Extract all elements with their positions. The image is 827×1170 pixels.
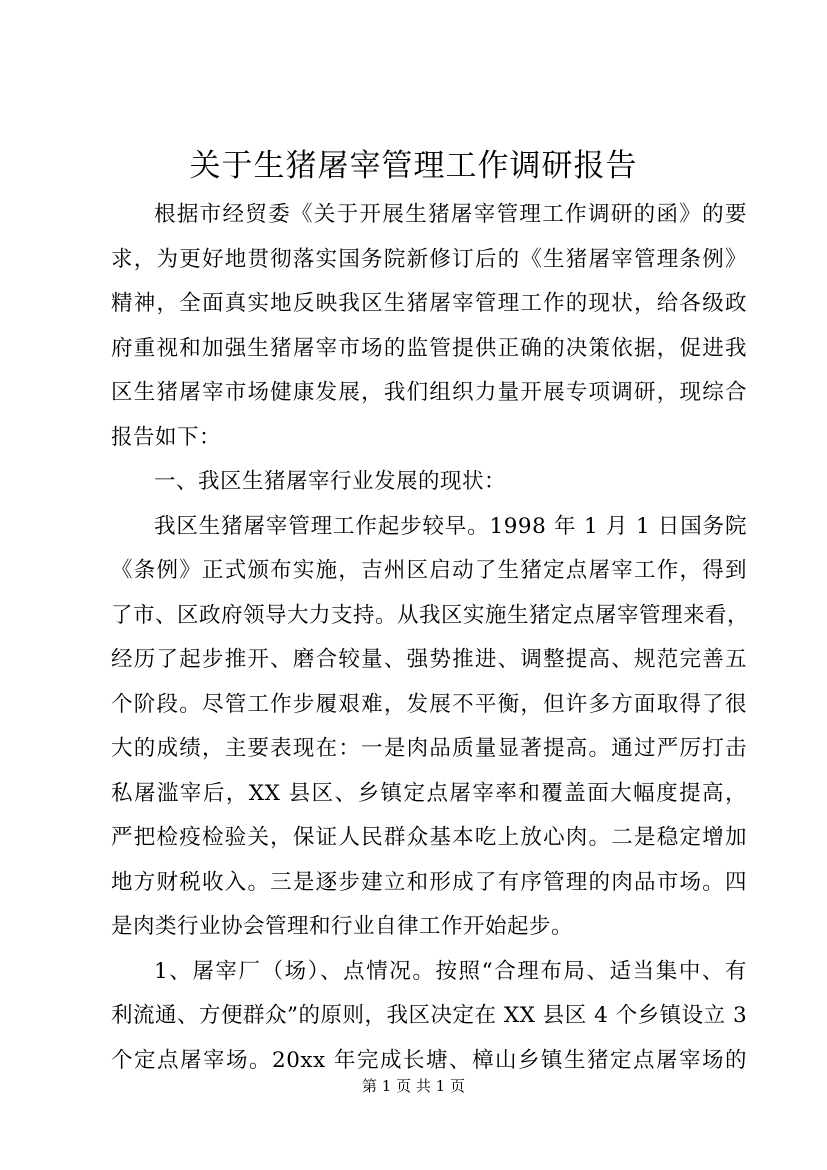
paragraph-line: 1、屠宰厂（场）、点情况。按照“合理布局、适当集中、有 bbox=[154, 958, 747, 984]
paragraph-line: 大的成绩，主要表现在：一是肉品质量显著提高。通过严厉打击 bbox=[111, 736, 747, 761]
paragraph-line: 地方财税收入。三是逐步建立和形成了有序管理的肉品市场。四 bbox=[111, 869, 747, 895]
paragraph-line: 区生猪屠宰市场健康发展，我们组织力量开展专项调研，现综合 bbox=[111, 380, 747, 405]
paragraph-line: 个定点屠宰场。20xx 年完成长塘、樟山乡镇生猪定点屠宰场的 bbox=[111, 1047, 747, 1073]
section-heading: 一、我区生猪屠宰行业发展的现状： bbox=[154, 469, 507, 494]
paragraph-line: 经历了起步推开、磨合较量、强势推进、调整提高、规范完善五 bbox=[111, 647, 747, 672]
paragraph-line: 了市、区政府领导大力支持。从我区实施生猪定点屠宰管理来看， bbox=[111, 602, 750, 628]
paragraph-line: 府重视和加强生猪屠宰市场的监管提供正确的决策依据，促进我 bbox=[111, 335, 747, 361]
paragraph-line: 利流通、方便群众”的原则，我区决定在 XX 县区 4 个乡镇设立 3 bbox=[111, 1003, 748, 1028]
paragraph-line: 个阶段。尽管工作步履艰难，发展不平衡，但许多方面取得了很 bbox=[111, 691, 747, 717]
paragraph-line: 是肉类行业协会管理和行业自律工作开始起步。 bbox=[111, 914, 574, 939]
paragraph-line: 严把检疫检验关，保证人民群众基本吃上放心肉。二是稳定增加 bbox=[111, 825, 747, 850]
document-body bbox=[111, 193, 750, 1083]
paragraph-line: 精神，全面真实地反映我区生猪屠宰管理工作的现状，给各级政 bbox=[111, 291, 747, 316]
paragraph-line: 私屠滥宰后，XX 县区、乡镇定点屠宰率和覆盖面大幅度提高， bbox=[111, 780, 747, 806]
paragraph-line: 求，为更好地贯彻落实国务院新修订后的《生猪屠宰管理条例》 bbox=[111, 246, 747, 272]
page-footer: 第 1 页 共 1 页 bbox=[362, 1077, 465, 1095]
paragraph-line: 根据市经贸委《关于开展生猪屠宰管理工作调研的函》的要 bbox=[154, 202, 747, 227]
paragraph-line: 《条例》正式颁布实施，吉州区启动了生猪定点屠宰工作，得到 bbox=[111, 558, 747, 583]
paragraph-line: 报告如下： bbox=[111, 424, 222, 450]
document-title: 关于生猪屠宰管理工作调研报告 bbox=[189, 148, 638, 184]
paragraph-line: 我区生猪屠宰管理工作起步较早。1998 年 1 月 1 日国务院 bbox=[154, 513, 747, 539]
